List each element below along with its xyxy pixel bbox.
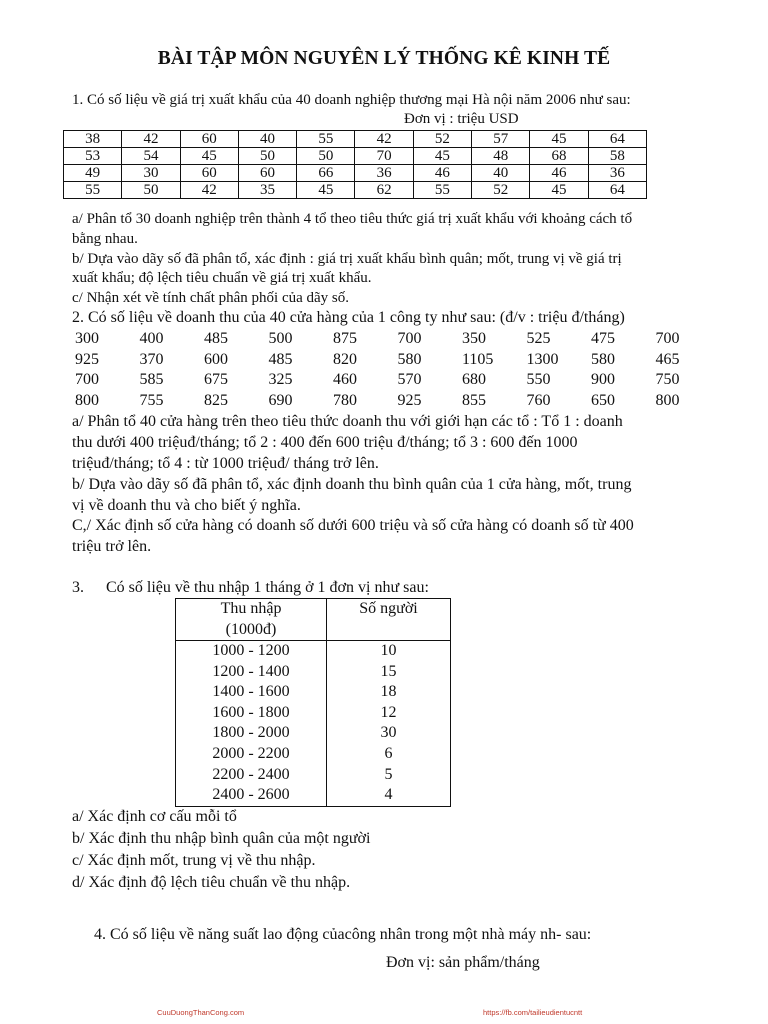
table-cell: 45 bbox=[413, 148, 471, 165]
table-cell: 57 bbox=[472, 131, 530, 148]
table-cell: 55 bbox=[64, 182, 122, 199]
data-value: 370 bbox=[139, 350, 164, 368]
data-value: 475 bbox=[591, 330, 615, 347]
data-value: 1105 bbox=[462, 350, 494, 368]
data-value: 485 bbox=[204, 330, 228, 347]
table-cell: 45 bbox=[530, 131, 588, 148]
q3-header-income-line2: (1000đ) bbox=[225, 620, 277, 638]
table-cell: 40 bbox=[472, 165, 530, 182]
q3-header-income-line1: Thu nhập bbox=[220, 600, 282, 617]
table-row bbox=[64, 131, 647, 148]
footer-left-link[interactable]: CuuDuongThanCong.com bbox=[157, 1008, 245, 1017]
q1-intro: 1. Có số liệu về giá trị xuất khẩu của 40 doanh nghiệp thương mại Hà nội năm 2006 như sau: bbox=[72, 92, 631, 108]
data-value: 580 bbox=[591, 350, 615, 368]
table-row bbox=[176, 682, 451, 703]
data-value: 875 bbox=[333, 330, 357, 347]
data-value: 825 bbox=[204, 391, 228, 409]
table-cell: 55 bbox=[297, 131, 355, 148]
data-value: 700 bbox=[75, 371, 99, 388]
table-cell: 46 bbox=[530, 165, 588, 182]
table-cell: 40 bbox=[238, 131, 296, 148]
table-row bbox=[64, 182, 647, 199]
data-value: 300 bbox=[75, 330, 99, 347]
data-value: 925 bbox=[397, 391, 422, 409]
q2-part-a-line2: thu dưới 400 triệuđ/tháng; tổ 2 : 400 đến 600 triệu đ/tháng; tổ 3 : 600 đến 1000 bbox=[72, 434, 578, 451]
table-cell: 45 bbox=[530, 182, 588, 199]
table-cell: 35 bbox=[238, 182, 296, 199]
table-cell: 50 bbox=[122, 182, 180, 199]
q1-part-c: c/ Nhận xét về tính chất phân phối của dãy số. bbox=[72, 290, 350, 306]
q2-part-b-line2: vị về doanh thu và cho biết ý nghĩa. bbox=[72, 497, 301, 514]
table-row bbox=[64, 148, 647, 165]
table-row bbox=[176, 723, 451, 744]
table-cell: 45 bbox=[180, 148, 238, 165]
table-cell: 30 bbox=[327, 723, 451, 744]
q4-intro: 4. Có số liệu về năng suất lao động củacông nhân trong một nhà máy nh- sau: bbox=[94, 926, 592, 943]
q3-part-a: a/ Xác định cơ cấu mỗi tổ bbox=[72, 808, 237, 825]
table-cell: 30 bbox=[122, 165, 180, 182]
page-title: BÀI TẬP MÔN NGUYÊN LÝ THỐNG KÊ KINH TẾ bbox=[157, 48, 611, 69]
data-value: 690 bbox=[268, 391, 293, 409]
q2-part-a-line1: a/ Phân tổ 40 cửa hàng trên theo tiêu thức doanh thu với giới hạn các tổ : Tổ 1 : doanh bbox=[72, 413, 623, 430]
table-cell: 2200 - 2400 bbox=[176, 765, 327, 786]
q3-part-d: d/ Xác định độ lệch tiêu chuẩn về thu nhập. bbox=[72, 874, 351, 891]
q1-part-a-line1: a/ Phân tổ 30 doanh nghiệp trên thành 4 tổ theo tiêu thức giá trị xuất khẩu với khoảng cách tổ bbox=[72, 211, 633, 227]
table-cell: 5 bbox=[327, 765, 451, 786]
table-cell: 1000 - 1200 bbox=[176, 641, 327, 662]
data-value: 485 bbox=[268, 350, 293, 368]
table-cell: 53 bbox=[64, 148, 122, 165]
table-cell: 64 bbox=[588, 182, 646, 199]
table-cell: 15 bbox=[327, 662, 451, 683]
table-cell: 18 bbox=[327, 682, 451, 703]
data-value: 1300 bbox=[526, 350, 559, 368]
q2-data-grid bbox=[75, 329, 720, 411]
table-cell: 62 bbox=[355, 182, 413, 199]
table-cell: 1400 - 1600 bbox=[176, 682, 327, 703]
table-row bbox=[176, 662, 451, 683]
q3-header-income bbox=[176, 599, 327, 641]
data-value: 855 bbox=[462, 391, 486, 409]
table-cell: 60 bbox=[238, 165, 296, 182]
table-cell: 38 bbox=[64, 131, 122, 148]
data-value: 600 bbox=[204, 350, 228, 368]
q2-intro: 2. Có số liệu về doanh thu của 40 cửa hàng của 1 công ty như sau: (đ/v : triệu đ/tháng) bbox=[72, 309, 625, 326]
table-row bbox=[176, 765, 451, 786]
data-value: 550 bbox=[526, 371, 551, 388]
list-item bbox=[75, 350, 720, 371]
table-row bbox=[176, 703, 451, 724]
table-cell: 1600 - 1800 bbox=[176, 703, 327, 724]
data-value: 585 bbox=[139, 371, 164, 388]
table-cell: 2400 - 2600 bbox=[176, 785, 327, 806]
q2-part-b-line1: b/ Dựa vào dãy số đã phân tổ, xác định doanh thu bình quân của 1 cửa hàng, mốt, trung bbox=[72, 476, 632, 493]
table-cell: 54 bbox=[122, 148, 180, 165]
q3-table bbox=[175, 598, 451, 807]
data-value: 750 bbox=[655, 371, 680, 388]
data-value: 325 bbox=[268, 371, 293, 388]
data-value: 675 bbox=[204, 371, 228, 388]
table-cell: 60 bbox=[180, 165, 238, 182]
table-cell: 2000 - 2200 bbox=[176, 744, 327, 765]
data-value: 760 bbox=[526, 391, 551, 409]
table-row bbox=[64, 165, 647, 182]
table-cell: 46 bbox=[413, 165, 471, 182]
data-value: 900 bbox=[591, 371, 615, 388]
table-cell: 42 bbox=[122, 131, 180, 148]
list-item bbox=[75, 391, 720, 412]
data-value: 650 bbox=[591, 391, 615, 409]
table-cell: 52 bbox=[472, 182, 530, 199]
table-cell: 4 bbox=[327, 785, 451, 806]
footer-right-link[interactable]: https://fb.com/tailieudientucntt bbox=[483, 1008, 583, 1017]
table-cell: 60 bbox=[180, 131, 238, 148]
q1-part-b-line1: b/ Dựa vào dãy số đã phân tổ, xác định : giá trị xuất khẩu bình quân; mốt, trung vị về giá trị bbox=[72, 251, 622, 267]
table-cell: 42 bbox=[355, 131, 413, 148]
table-cell: 68 bbox=[530, 148, 588, 165]
table-cell: 45 bbox=[297, 182, 355, 199]
data-value: 820 bbox=[333, 350, 357, 368]
list-item bbox=[75, 370, 720, 391]
data-value: 500 bbox=[268, 330, 293, 347]
q3-intro: Có số liệu về thu nhập 1 tháng ở 1 đơn vị như sau: bbox=[106, 579, 429, 596]
table-cell: 70 bbox=[355, 148, 413, 165]
data-value: 800 bbox=[655, 391, 680, 409]
data-value: 465 bbox=[655, 350, 680, 368]
table-cell: 36 bbox=[588, 165, 646, 182]
table-cell: 36 bbox=[355, 165, 413, 182]
table-cell: 48 bbox=[472, 148, 530, 165]
q2-part-c-line2: triệu trở lên. bbox=[72, 538, 152, 555]
table-cell: 58 bbox=[588, 148, 646, 165]
table-cell: 1800 - 2000 bbox=[176, 723, 327, 744]
q2-part-a-line3: triệuđ/tháng; tổ 4 : từ 1000 triệuđ/ tháng trở lên. bbox=[72, 455, 379, 472]
table-row bbox=[176, 785, 451, 806]
data-value: 800 bbox=[75, 391, 99, 409]
data-value: 400 bbox=[139, 330, 164, 347]
data-value: 700 bbox=[655, 330, 680, 347]
data-value: 755 bbox=[139, 391, 164, 409]
table-cell: 50 bbox=[297, 148, 355, 165]
data-value: 680 bbox=[462, 371, 486, 388]
table-row bbox=[176, 641, 451, 662]
table-cell: 42 bbox=[180, 182, 238, 199]
table-cell: 1200 - 1400 bbox=[176, 662, 327, 683]
data-value: 350 bbox=[462, 330, 486, 347]
data-value: 580 bbox=[397, 350, 422, 368]
table-cell: 10 bbox=[327, 641, 451, 662]
q1-table bbox=[63, 130, 647, 199]
data-value: 700 bbox=[397, 330, 422, 347]
table-row bbox=[176, 744, 451, 765]
q4-unit: Đơn vị: sản phẩm/tháng bbox=[386, 954, 540, 971]
data-value: 525 bbox=[526, 330, 551, 347]
q1-part-a-line2: bằng nhau. bbox=[72, 231, 138, 247]
table-cell: 66 bbox=[297, 165, 355, 182]
table-cell: 64 bbox=[588, 131, 646, 148]
data-value: 570 bbox=[397, 371, 422, 388]
q3-part-c: c/ Xác định mốt, trung vị về thu nhập. bbox=[72, 852, 316, 869]
table-cell: 55 bbox=[413, 182, 471, 199]
table-cell: 6 bbox=[327, 744, 451, 765]
table-cell: 12 bbox=[327, 703, 451, 724]
data-value: 925 bbox=[75, 350, 99, 368]
table-cell: 49 bbox=[64, 165, 122, 182]
data-value: 460 bbox=[333, 371, 357, 388]
q3-header-people: Số người bbox=[327, 599, 451, 641]
q2-part-c-line1: C,/ Xác định số cửa hàng có doanh số dưới 600 triệu và số cửa hàng có doanh số từ 400 bbox=[72, 517, 634, 534]
list-item bbox=[75, 329, 720, 350]
q1-unit: Đơn vị : triệu USD bbox=[404, 111, 519, 127]
q1-part-b-line2: xuất khẩu; độ lệch tiêu chuẩn về giá trị xuất khẩu. bbox=[72, 270, 372, 286]
q3-part-b: b/ Xác định thu nhập bình quân của một người bbox=[72, 830, 371, 847]
table-cell: 52 bbox=[413, 131, 471, 148]
q3-number: 3. bbox=[72, 579, 84, 596]
table-cell: 50 bbox=[238, 148, 296, 165]
data-value: 780 bbox=[333, 391, 357, 409]
